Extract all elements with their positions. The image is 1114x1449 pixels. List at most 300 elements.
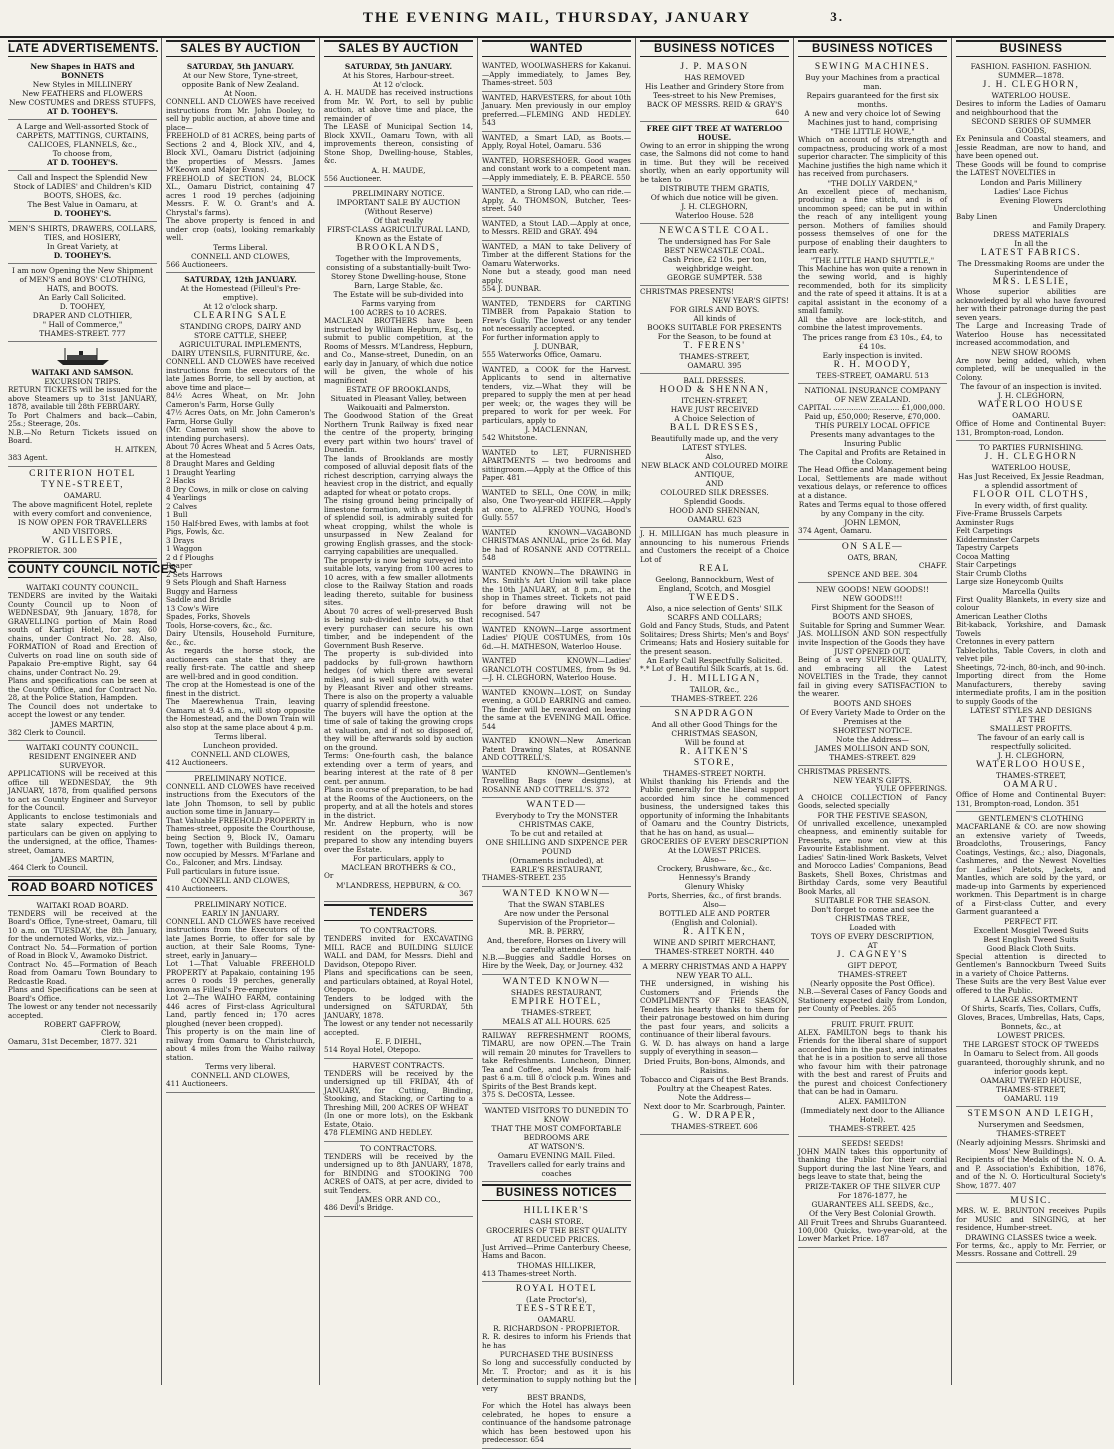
ad-line: BALL DRESSES, <box>669 423 760 433</box>
advertisement <box>482 687 631 736</box>
ad-line: THAMES-STREET. 606 <box>671 1121 758 1131</box>
ad-line: THAMES-STREET. 829 <box>829 752 916 762</box>
ad-line: This property is on the main line of railway from Oamaru to Christchurch, about 4 miles from the Waiho railway station. <box>166 1027 315 1062</box>
ad-line: WANTED, TENDERS for CARTING TIMBER from Papakaio Station to Frew's Gully. The lowest or any tender not necessarily accepted. <box>482 298 631 333</box>
column-header: BUSINESS NOTICES <box>798 40 947 57</box>
ad-line: Of Shirts, Scarfs, Ties, Collars, Cuffs, Gloves, Braces, Umbrellas, Hats, Caps, Bonnets, &c., at <box>957 1004 1105 1031</box>
ad-line: WANTED, a Stout LAD.—Apply at once, to Messrs. REID and GRAY. 494 <box>482 218 631 236</box>
ad-line: THAMES-STREET. 777 <box>39 329 126 338</box>
ad-line: PRELIMINARY NOTICE. <box>352 189 445 198</box>
steamship-icon <box>53 346 113 366</box>
ad-line: CASH STORE. <box>529 1216 584 1226</box>
ad-line: 2 Hacks <box>166 476 196 485</box>
ad-line: The rising ground being principally of limestone formation, with a great depth of splendid soil, is admirably suited for wheat cropping, whilst the whole is unsurpassed in New Zealand for growing English grasses, and the stock-carrying capabilities are unequalled. <box>324 496 473 556</box>
ad-line: RAILWAY REFRESHMENT ROOMS, TIMARU, are now OPEN.—The Train will remain 20 minutes for Travellers to take Refreshments. Luncheon, Dinner, Tea and Coffee, and Meals from half-past 6 a.m. till 8 o'clock p.m. Wines and Spirits of the Best Brands kept. <box>482 1030 631 1091</box>
ad-line: At the Homestead (Filleul's Pre-emptive). <box>180 284 301 302</box>
ad-line: Dried Fruits, Bon-bons, Almonds, and Raisins. <box>643 1056 786 1075</box>
ad-line: Also, <box>705 452 724 461</box>
ad-line: TEES-STREET, <box>516 1304 597 1314</box>
ad-line: DISTRIBUTE THEM GRATIS, <box>659 184 770 193</box>
ad-line: Office of Home and Continental Buyer: 131, Brompton-road, London. 351 <box>956 790 1106 808</box>
ad-line: T. FERENS' <box>683 341 746 351</box>
ad-line: ALEX. FAMILTON begs to thank his Friends for the liberal share of support accorded him in the past, and intimates that he is in a position to serve all those who favour him with their patronage with the best and rarest of Fruits and the purest and choicest Confectionery that can be had in Oamaru. <box>798 1027 947 1096</box>
ad-line: All the above are lock-stitch, and combine the latest improvements. <box>798 314 947 332</box>
ad-line: Tenders to be lodged with the undersigned on SATURDAY, 5th JANUARY, 1878. <box>324 993 473 1020</box>
ad-line: 640 <box>775 108 789 117</box>
advertisement <box>482 1204 631 1283</box>
advertisement <box>640 60 789 122</box>
ad-line: AT REDUCED PRICES. <box>513 1234 600 1244</box>
ad-line: The favour of an early call is respectfully solicited. <box>977 733 1085 751</box>
ad-line: D. TOOHEY, <box>59 302 106 311</box>
ad-line: Reaper <box>166 561 193 570</box>
ad-line: PERFECT FIT. <box>1004 916 1058 926</box>
advertisement <box>482 887 631 975</box>
ad-line: ONE SHILLING AND SIXPENCE PER POUND <box>485 838 628 856</box>
ad-line: HAVE JUST RECEIVED <box>670 405 759 414</box>
ad-line: A Choice Selection of <box>674 414 755 423</box>
ad-line: STANDING CROPS, DAIRY AND STORE CATTLE, SHEEP, AGRICULTURAL IMPLEMENTS, DAIRY UTENSILS, FURNITURE, &c. <box>171 322 310 358</box>
ad-line: JOHN LEMON, <box>844 518 901 527</box>
ad-line: MEALS AT ALL HOURS. 625 <box>502 1016 611 1026</box>
ad-line: WATERLOO HOUSE. <box>991 91 1071 100</box>
ad-line: WANTED KNOWN—LOST, on Sunday evening, a GOLD EARRING and cameo. The finder will be rewarded on leaving the same at the EVENING MAIL Office. 544 <box>482 687 631 731</box>
ad-line: M'LANDRESS, HEPBURN, & CO. <box>336 880 461 890</box>
ad-line: AT D. TOOHEY'S. <box>47 107 118 116</box>
ad-line: Travellers called for early trains and coaches <box>487 1159 626 1178</box>
ad-line: WANTED KNOWN—Ladies' GRANCLOTH COSTUMES, from 9s 9d.—J. H. CLEGHORN, Waterloo House. <box>482 656 631 682</box>
ad-line: Five-Frame Brussels Carpets <box>956 509 1062 518</box>
ad-line: Ladies' Satin-lined Work Baskets, Velvet and Morocco Ladies' Companions, Bead Baskets, Shell Boxes, Christmas and Birthday Cards, some very Beautiful Book Marks, all <box>798 852 947 896</box>
ad-line: WANTED KNOWN—The DRAWING in Mrs. Smith's Art Union will take place the 10th JANUARY, at 8 p.m., at the shop in Thames street. Tickets not paid for before drawing will not be recognised. 547 <box>482 567 631 619</box>
ad-line: THAMES-STREET NORTH. 440 <box>654 947 775 956</box>
ad-line: 478 FLEMING AND HEDLEY. <box>324 1128 433 1137</box>
ad-line: NEW SHOW ROOMS <box>991 347 1071 357</box>
ad-line: MRS. W. E. BRUNTON receives Pupils for MUSIC and SINGING, at her residence, Humber-street. <box>956 1206 1106 1232</box>
ad-line: DRAWING CLASSES twice a week. <box>965 1232 1097 1242</box>
ad-line: 556 Auctioneer. <box>324 173 382 183</box>
ad-line: Stair Crumb Cloths <box>956 568 1027 578</box>
ad-line: 554 J. DUNBAR. <box>482 284 542 293</box>
advertisement <box>956 60 1106 441</box>
advertisement <box>8 741 157 877</box>
advertisement <box>640 286 789 374</box>
ad-line: MUSIC. <box>1010 1196 1052 1206</box>
ad-line: TO CONTRACTORS. <box>360 1143 437 1153</box>
ad-line: BEST NEWCASTLE COAL. <box>664 246 765 255</box>
ad-line: (Nearly opposite the Post Office). <box>810 979 935 988</box>
column-2 <box>162 38 320 1385</box>
ad-line: Sheetings, 72-inch, 80-inch, and 90-inch. <box>956 662 1106 672</box>
ad-line: In Oamaru to Select from. All goods guaranteed, thoroughly shrunk, and no inferior goods kept. <box>957 1049 1105 1076</box>
ad-line: New Shapes in HATS and BONNETS <box>30 62 135 80</box>
ad-line: Recipients of the Medals of the N. O. A. and P. Association's Exhibition, 1876, and of the N. O. Horticultural Society's Show, 1877. 407 <box>956 1155 1106 1190</box>
ad-line: Dairy Utensils, Household Furniture, &c., &c. <box>166 629 315 647</box>
ad-line: Everybody to Try the MONSTER CHRISTMAS CAKE, <box>495 811 618 829</box>
column-header: BUSINESS NOTICES <box>640 40 789 57</box>
ad-line: TO PARTIES FURNISHING. <box>978 443 1084 452</box>
ad-line: Buy your Machines from a practical man. <box>805 73 940 91</box>
ad-line: "THE LITTLE HOWE," <box>830 127 915 136</box>
advertisement <box>482 364 631 447</box>
advertisement <box>482 624 631 656</box>
ad-line: TOYS OF EVERY DESCRIPTION, <box>810 932 935 941</box>
ad-line: WANTED, HORSESHOER. Good wages and constant work to a competent man.—Apply immediately, E. B. PEARCE. 550 <box>482 155 631 182</box>
advertisement <box>482 798 631 887</box>
ad-line: WANTED VISITORS TO DUNEDIN TO KNOW <box>484 1105 629 1124</box>
ad-line: Underclothing <box>1053 203 1106 213</box>
ad-line: J. H. MILLIGAN has much pleasure in announcing to his numerous Friends and Customers the receipt of a Choice Lot of <box>640 529 789 564</box>
ad-line: 13 Cow's Wire <box>166 603 219 613</box>
ad-line: J. P. MASON <box>680 62 749 72</box>
ad-line: THAMES-STREET <box>996 1129 1066 1138</box>
ad-line: Situated in Pleasant Valley, between Waikouaiti and Palmerston. <box>330 394 467 412</box>
ad-line: 150 Half-bred Ewes, with lambs at foot <box>166 518 309 528</box>
ad-line: CHAFF. <box>918 560 947 570</box>
ad-line: Presents many advantages to the Insuring Public <box>810 430 935 448</box>
ad-line: About 70 acres of well-preserved Bush is being sub-divided into lots, so that every purchaser can secure his own timber, and be independent of the Government Bush Reserve. <box>324 606 473 650</box>
ad-line: 2 d f Ploughs <box>166 552 214 562</box>
column-6 <box>794 38 952 1385</box>
ad-line: Cretonnes in every pattern <box>956 637 1055 646</box>
advertisement <box>8 222 157 264</box>
ad-line: The lowest or any tender not necessarily accepted. <box>324 1019 473 1037</box>
ad-line: GUARANTEES ALL SEEDS, &c., <box>811 1199 934 1209</box>
advertisement <box>798 583 947 766</box>
ad-line: Whilst thanking his Friends and the Public generally for the liberal support accorded him since he commenced business, the undersigned takes this opportunity of informing the Inhabitants of Oamaru and the Country Districts, that he has on hand, as usual— <box>640 776 789 837</box>
ad-line: (In one or more lots), on the Eskbank Estate, Otaio. <box>324 1111 473 1129</box>
ad-line: R. RICHARDSON - PROPRIETOR. <box>493 1324 620 1333</box>
ad-line: " Hall of Commerce," <box>42 320 123 329</box>
ad-line: Tablecloths, Table Covers, in cloth and velvet pile <box>956 645 1106 663</box>
ad-line: FREEHOLD of SECTION 24, BLOCK XL., Oamaru District, containing 47 acres 1 rood 19 perches (adjoining Messrs. F. W. O. Grant's and A. Chrystal's farms). <box>166 173 315 217</box>
ad-line: Also— <box>702 855 727 864</box>
ad-line: 367 <box>459 888 473 898</box>
section-header: ROAD BOARD NOTICES <box>8 879 157 896</box>
ad-line: 47½ Acres Oats, on Mr. John Cameron's Farm, Horse Gully <box>166 408 315 426</box>
ad-line: CONNELL AND CLOWES have received instructions from the Executors of the late John Thomson, to sell by public auction some time in January— <box>166 781 315 816</box>
advertisement <box>482 487 631 527</box>
ad-line: WANTED, a MAN to take Delivery of Timber at the different Stations for the Oamaru Waterworks. <box>482 241 631 268</box>
advertisement <box>798 1137 947 1248</box>
ad-line: NEW GOODS! NEW GOODS!! <box>816 585 929 594</box>
ad-line: MACLEAN BROTHERS have been instructed by William Hepburn, Esq., to submit to public competition, at the Rooms of Messrs. M'Landress, Hepburn, and Co., Manse-street, Dunedin, on an early day in January, of which due notice will be given, the whole of his magnificent <box>324 316 473 385</box>
ad-line: Plans and Specifications can be seen at Board's Office. <box>8 985 157 1003</box>
advertisement <box>482 767 631 799</box>
ad-line: The lowest or any tender not necessarily accepted. <box>8 1002 157 1020</box>
ad-line: N.B.—No Return Tickets issued on Board. <box>8 427 157 445</box>
ad-line: 413 Thames-street North. <box>482 1268 577 1278</box>
advertisement <box>798 1018 947 1137</box>
ad-line: A MERRY CHRISTMAS AND A HAPPY NEW YEAR TO ALL. <box>642 962 787 980</box>
ad-line: For further information apply to <box>482 332 600 342</box>
ad-line: Note the Address— <box>836 734 909 744</box>
ad-line: JUST OPENED OUT. <box>834 647 911 656</box>
ad-line: WANTED KNOWN—Large assortment Ladies' PIQUE COSTUMES, from 10s 6d.—H. MATHESON, Waterloo House. <box>482 624 631 651</box>
ad-line: Hennessy's Brandy <box>678 873 751 882</box>
ad-line: 555 Waterworks Office, Oamaru. <box>482 350 602 359</box>
ad-line: CLEARING SALE <box>193 311 288 321</box>
advertisement <box>8 264 157 342</box>
ad-line: W. GILLESPIE, <box>41 535 124 546</box>
ad-line: TAILOR, &c., <box>689 684 740 694</box>
ad-line: PRELIMINARY NOTICE. <box>194 899 287 909</box>
ad-line: 4 Yearlings <box>166 493 207 502</box>
ad-line: Glenury Whisky <box>684 882 745 891</box>
ad-line: A Large and Well-assorted Stock of CARPETS, MATTINGS, CURTAINS, CALICOES, FLANNELS, &c., <box>16 122 149 149</box>
ad-line: STEMSON AND LEIGH, <box>967 1109 1095 1119</box>
ad-line: Being of a very SUPERIOR QUALITY, and embracing all the Latest NOVELTIES in the Trade, they cannot fail in giving every SATISFACTION to the wearer. <box>798 655 947 698</box>
ad-line: None but a steady, good man need apply. <box>482 267 631 285</box>
ad-line: R. AITKEN, <box>682 927 747 937</box>
ad-line: Of that really <box>373 216 424 225</box>
ad-line: JOHN MAIN takes this opportunity of thanking the Public for their cordial Support during the last Nine Years, and begs leave to state that, being the <box>798 1146 947 1181</box>
section-header: COUNTY COUNCIL NOTICES <box>8 561 157 578</box>
advertisement <box>324 60 473 187</box>
ad-line: An Early Call Respectfully Solicited. <box>646 656 783 665</box>
ad-line: In every width, of first quality. <box>974 501 1088 510</box>
ad-line: AT D. TOOHEY'S. <box>47 158 118 167</box>
ad-line: "THE DOLLY VARDEN," <box>827 178 918 188</box>
ad-line: J. H. MILLIGAN, <box>668 673 761 684</box>
ad-line: First Quality Blankets, in every size and colour <box>956 594 1106 612</box>
ad-line: LATEST FABRICS. <box>980 248 1082 258</box>
ad-line: Axminster Rugs <box>956 517 1014 527</box>
ad-line: Suitable for Spring and Summer Wear. <box>799 621 946 630</box>
ad-line: FOR THE FESTIVE SEASON, <box>817 810 928 820</box>
ad-line: The undersigned has For Sale <box>658 237 771 246</box>
ad-line: The prices range from £3 10s., £4, to £4 10s. <box>802 332 943 351</box>
ad-line: Cocoa Matting <box>956 551 1010 561</box>
ad-line: At our New Store, Tyne-street, opposite Bank of New Zealand. <box>181 71 300 89</box>
ad-line: SATURDAY, 5th JANUARY. <box>186 62 295 71</box>
ad-line: D. TOOHEY'S. <box>53 209 112 218</box>
ad-line: Next door to Mr. Scarbrough, Painter. <box>643 1101 786 1111</box>
column-5 <box>636 38 794 1385</box>
ad-line: Just Arrived—Prime Canterbury Cheese, Hams and Bacon. <box>482 1242 631 1260</box>
ad-line: 383 Agent. <box>8 453 48 462</box>
ad-line: FRUIT. FRUIT. FRUIT. <box>831 1019 914 1029</box>
ad-line: Gold and Fancy Studs, Studs, and Patent Solitaires; Dress Shirts; Men's and Boys' Crimeans; Hats and Hosiery suitable for the present season. <box>640 621 789 656</box>
ad-line: WANTED KNOWN— <box>502 976 611 987</box>
ad-line: This Machine has won quite a renown in the sewing world, and is highly recommended, both for its simplicity and the rate of speed it attains. It is at a capital assistant in the economy of a small family. <box>798 263 947 315</box>
ad-line: N.B.—Several Cases of Fancy Goods and Stationery expected daily from London, per County of Peebles. 265 <box>798 987 947 1013</box>
ad-line: Also, a nice selection of Gents' SILK SCARFS AND COLLARS; <box>646 604 783 622</box>
ad-line: DRAPER AND CLOTHIER, <box>32 311 133 320</box>
advertisement <box>166 60 315 273</box>
ad-line: The Capital and Profits are Retained in the Colony. <box>799 448 946 466</box>
ad-line: New COSTUMES and DRESS STUFFS, <box>9 98 156 107</box>
ad-line: APPLICATIONS will be received at this office till WEDNESDAY, the 9th JANUARY, 1878, from qualified persons to act as County Engineer and Surveyor for the Council. <box>8 769 157 812</box>
ad-line: AT THE <box>1016 715 1046 724</box>
ad-line: MRS. LESLIE, <box>992 277 1070 287</box>
ad-line: For the Season, to be found at <box>657 332 772 341</box>
ad-line: 8 Draught Mares and Gelding <box>166 459 275 468</box>
ad-line: SUITABLE FOR THE SEASON. <box>814 896 931 905</box>
ad-line: Luncheon provided. <box>203 741 278 750</box>
ad-line: Kidderminster Carpets <box>956 534 1040 544</box>
ad-line: THE undersigned, in wishing his Customers and Friends the COMPLIMENTS OF THE SEASON, Tenders his hearty thanks to them for their patronage bestowed on him during the past four years, and solicits a continuance of their liberal favours. <box>640 979 789 1039</box>
ad-line: 410 Auctioneers. <box>166 884 228 893</box>
ad-line: At 12 o'clock. <box>373 80 424 89</box>
ad-line: CHRISTMAS PRESENTS! <box>640 287 735 296</box>
ad-line: Of which due notice will be given. <box>650 193 779 202</box>
ad-line: ROBERT GAFFROW, <box>44 1020 121 1029</box>
ad-line: EARLY IN JANUARY. <box>201 908 280 918</box>
ad-line: Don't forget to come and see the <box>811 905 934 914</box>
ad-line: Oamaru EVENING MAIL Filed. <box>497 1150 616 1160</box>
ad-line: The Maerewhenua Train, leaving Oamaru at 9.45 a.m., will stop opposite the Homestead, and the Down Train will also stop at the same place about 4 p.m. <box>166 697 315 732</box>
ad-line: .464 Clerk to Council. <box>8 863 88 872</box>
ad-line: Ex Peninsula and Coastal steamers, and Jessie Readman, are now to hand, and have been opened out. <box>956 134 1106 160</box>
ad-line: 2 Calves <box>166 501 197 511</box>
ad-line: OATS, BRAN, <box>847 552 898 562</box>
ad-line: THAMES-STREET. 425 <box>829 1123 916 1133</box>
ad-line: Which on account of its strength and compactness, producing work of a most superior character. The simplicity of this Machine justifies the high name which it has received from purchasers. <box>798 135 947 178</box>
ad-line: ESTATE OF BROOKLANDS, <box>346 385 451 394</box>
ad-line: ON SALE— <box>841 541 904 552</box>
ad-line: Note the Address— <box>678 1092 751 1102</box>
ad-line: Applicants to enclose testimonials and state salary expected. Further particulars can be given on applying to the undersigned, at the office, Thames-street, Oamaru. <box>8 811 157 855</box>
ad-line: NEW YEAR'S GIFTS! <box>711 295 789 305</box>
ad-line: 84½ Acres Wheat, on Mr. John Cameron's Farm, Horse Gully <box>166 391 315 409</box>
ad-line: *.* Lot of Beautiful Silk Scarfs, at 1s. 6d. <box>640 664 789 673</box>
ad-line: New FEATHERS and FLOWERS <box>22 89 143 98</box>
advertisement <box>640 224 789 286</box>
advertisement <box>482 735 631 767</box>
advertisement <box>482 132 631 155</box>
ad-line: OAMARU. 119 <box>1003 1094 1059 1103</box>
ad-line: OAMARU. <box>1012 411 1050 420</box>
ad-line: J. H. CLEGHORN, <box>681 202 748 211</box>
ad-line: 2 Sets Harrows <box>166 569 223 579</box>
ad-line: 542 Whitstone. <box>482 433 538 442</box>
ad-line: That Valuable FREEHOLD PROPERTY in Thames-street, opposite the Courthouse, being Section 9, Block IV., Oamaru Town, together with Buildings thereon, now occupied by Messrs. M'Farlane and Co., Falconer, and Mrs. Lindsay. <box>166 815 315 867</box>
columns-container <box>4 38 1110 1444</box>
ad-line: FLOOR OIL CLOTHS, <box>972 490 1090 500</box>
ad-line: J. CAGNEY'S <box>836 950 909 960</box>
ad-line: The Large and Increasing Trade of Waterloo House has necessitated increased accommodation, and <box>956 321 1106 347</box>
section-header: TENDERS <box>324 904 473 921</box>
ad-line: HAS REMOVED <box>684 73 745 82</box>
advertisement <box>482 527 631 567</box>
advertisement <box>956 441 1106 812</box>
ad-line: Geelong, Bannockburn, West of England, Scotch, and Mosgiel <box>655 575 774 593</box>
ad-line: As regards the horse stock, the auctioneers can state that they are really first-rate. The cattle and sheep are well-bred and in good condition. <box>166 646 315 681</box>
ad-line: The above magnificent Hotel, replete with every comfort and convenience, <box>12 499 153 518</box>
ad-line: Owing to an error in shipping the wrong case, the Salmons did not come to hand in time. But they will be received shortly, when an early opportunity will be taken to <box>640 140 789 184</box>
ad-line: TENDERS will be received at the Board's Office, Tyne-street, Oamaru, till 10 a.m. on TUESDAY, the 8th January, for the undernoted Works, viz.:— <box>8 908 157 943</box>
ad-line: 566 Auctioneers. <box>166 259 228 269</box>
ad-line: EXCURSION TRIPS. <box>44 377 121 386</box>
ad-line: Terms Liberal. <box>213 242 268 252</box>
ad-line: WANTED to LET, FURNISHED APARTMENTS — two bedrooms and sittingroom.—Apply at the Office of this Paper. 481 <box>482 447 631 482</box>
ad-line: The Goodwood Station of the Great Northern Trunk Railway is fixed near the centre of the property, bringing every part within two hours' travel of Dunedin. <box>324 411 473 454</box>
column-4 <box>478 38 636 1444</box>
ad-line: MEN'S SHIRTS, DRAWERS, COLLARS, TIES, and HOSIERY, <box>8 224 157 242</box>
ad-line: Nurserymen and Seedsmen, <box>977 1120 1085 1129</box>
ad-line: "THE LITTLE HAND SHUTTLE," <box>810 255 935 265</box>
ad-line: THIS PURELY LOCAL OFFICE <box>815 421 930 430</box>
ad-line: YULE OFFERINGS. <box>875 784 947 793</box>
ad-line: NEW YEAR'S GIFTS. <box>833 776 912 785</box>
ad-line: REAL <box>699 564 730 574</box>
ad-line: Tools, Horse-covers, &c., &c. <box>166 620 273 630</box>
ad-line: Marcella Quilts <box>1002 586 1060 596</box>
ad-line: 382 Clerk to Council. <box>8 727 86 737</box>
ad-line: JAMES ORR AND CO., <box>356 1195 441 1204</box>
ad-line: WANTED KNOWN—New American Patent Drawing Slates, at ROSANNE AND COTTRELL'S. <box>482 736 631 762</box>
advertisement <box>482 92 631 132</box>
ad-line: BEST BRANDS, <box>526 1393 587 1402</box>
ad-line: New Styles in MILLINERY <box>32 80 133 89</box>
column-header: BUSINESS <box>956 40 1106 57</box>
ad-line: Contract No. 54—Formation of portion of Road in Block V., Awamoko District. <box>8 942 157 960</box>
ad-line: Clerk to Board. <box>101 1028 157 1037</box>
ad-line: For which the Hotel has always been celebrated, he hopes to ensure a continuance of the handsome patronage which has been bestowed upon his predecessor. 654 <box>482 1401 631 1444</box>
ad-line: 9 Sets Plough and Shaft Harness <box>166 578 287 587</box>
ad-line: ALEX. FAMILTON <box>838 1096 907 1106</box>
ad-line: TEES-STREET, OAMARU. 513 <box>816 370 929 380</box>
masthead <box>0 0 1114 38</box>
ad-line: First Shipment for the Season of <box>811 603 934 612</box>
ad-line: FOR GIRLS AND BOYS. <box>669 305 760 314</box>
ad-line: R. R. desires to inform his Friends that he has <box>482 1332 631 1350</box>
ad-line: At the LOWEST PRICES. <box>668 846 761 855</box>
advertisement <box>324 1059 473 1142</box>
ad-line: Contract No. 45—Formation of Beach Road from Oamaru Town Boundary to Redcastle Road. <box>8 959 157 986</box>
ad-line: PRIZE-TAKER OF THE SILVER CUP <box>804 1181 941 1191</box>
column-header: SALES BY AUCTION <box>324 40 473 57</box>
ad-line: WATERLOO HOUSE <box>977 400 1085 410</box>
ad-line: Felt Carpetings <box>956 526 1013 535</box>
ad-line: THAMES-STREET, <box>995 1085 1067 1094</box>
ad-line: NEWCASTLE COAL. <box>659 226 770 236</box>
ad-line: These Goods will be found to comprise the LATEST NOVELTIES in <box>956 159 1106 177</box>
ad-line: Of the Very Best Colonial Growth. <box>808 1208 937 1218</box>
ad-line: Importing direct from the Home Manufacturers, thereby saving intermediate profits, I am in the position to supply Goods of the <box>956 671 1106 706</box>
ad-line: PURCHASED THE BUSINESS <box>499 1350 614 1359</box>
column-header: SALES BY AUCTION <box>166 40 315 57</box>
ad-line: Waterloo House. 528 <box>675 211 754 220</box>
advertisement <box>324 924 473 1059</box>
ad-line: A LARGE ASSORTMENT <box>984 995 1078 1004</box>
ad-line: Lot 1—That Valuable FREEHOLD PROPERTY at Papakaio, containing 195 acres 0 roods 19 perches, generally known as Filleul's Pre-emptive <box>166 959 315 994</box>
ad-line: JAMES MOLLISON AND SON, <box>815 743 930 753</box>
ad-line: WANTED, HARVESTERS, for about 10th January. Men previously in our employ preferred.—FLEMING AND HEDLEY. 543 <box>482 92 631 127</box>
ad-line: Full particulars in future issue. <box>166 866 280 876</box>
ad-line: J. H. CLEGHORN, <box>997 751 1065 760</box>
advertisement <box>482 1104 631 1182</box>
ad-line: To be cut and retailed at <box>510 829 603 838</box>
ad-line: 514 Royal Hotel, Otepopo. <box>324 1045 421 1054</box>
ad-line: NEW BLACK AND COLOURED MOIRE ANTIQUE, <box>641 461 788 479</box>
ad-line: ITCHEN-STREET, <box>681 396 748 405</box>
ad-line: OAMARU. 395 <box>687 361 742 370</box>
ad-line: R. H. MOODY, <box>833 359 912 370</box>
ad-line: IMPORTANT SALE BY AUCTION <box>336 198 461 207</box>
ad-line: Repairs guaranteed for the first six months. <box>806 91 939 109</box>
section-header: BUSINESS NOTICES <box>482 1184 631 1201</box>
ad-line: The buyers will have the option at the time of sale of taking the growing crops at valuation, and if not so disposed of, they will be afterwards sold by auction on the ground. <box>324 708 473 752</box>
ad-line: RESIDENT ENGINEER AND SURVEYOR. <box>28 752 137 770</box>
ad-line: And all other Good Things for the <box>651 719 778 729</box>
ad-line: WANTED— <box>526 800 587 810</box>
ad-line: ROYAL HOTEL <box>515 1284 598 1294</box>
ad-line: WINE AND SPIRIT MERCHANT, <box>653 938 776 947</box>
ad-line: GENTLEMEN'S CLOTHING <box>978 814 1084 823</box>
ad-line: (Nearly adjoining Messrs. Shrimski and Moss' New Buildings). <box>956 1138 1106 1156</box>
